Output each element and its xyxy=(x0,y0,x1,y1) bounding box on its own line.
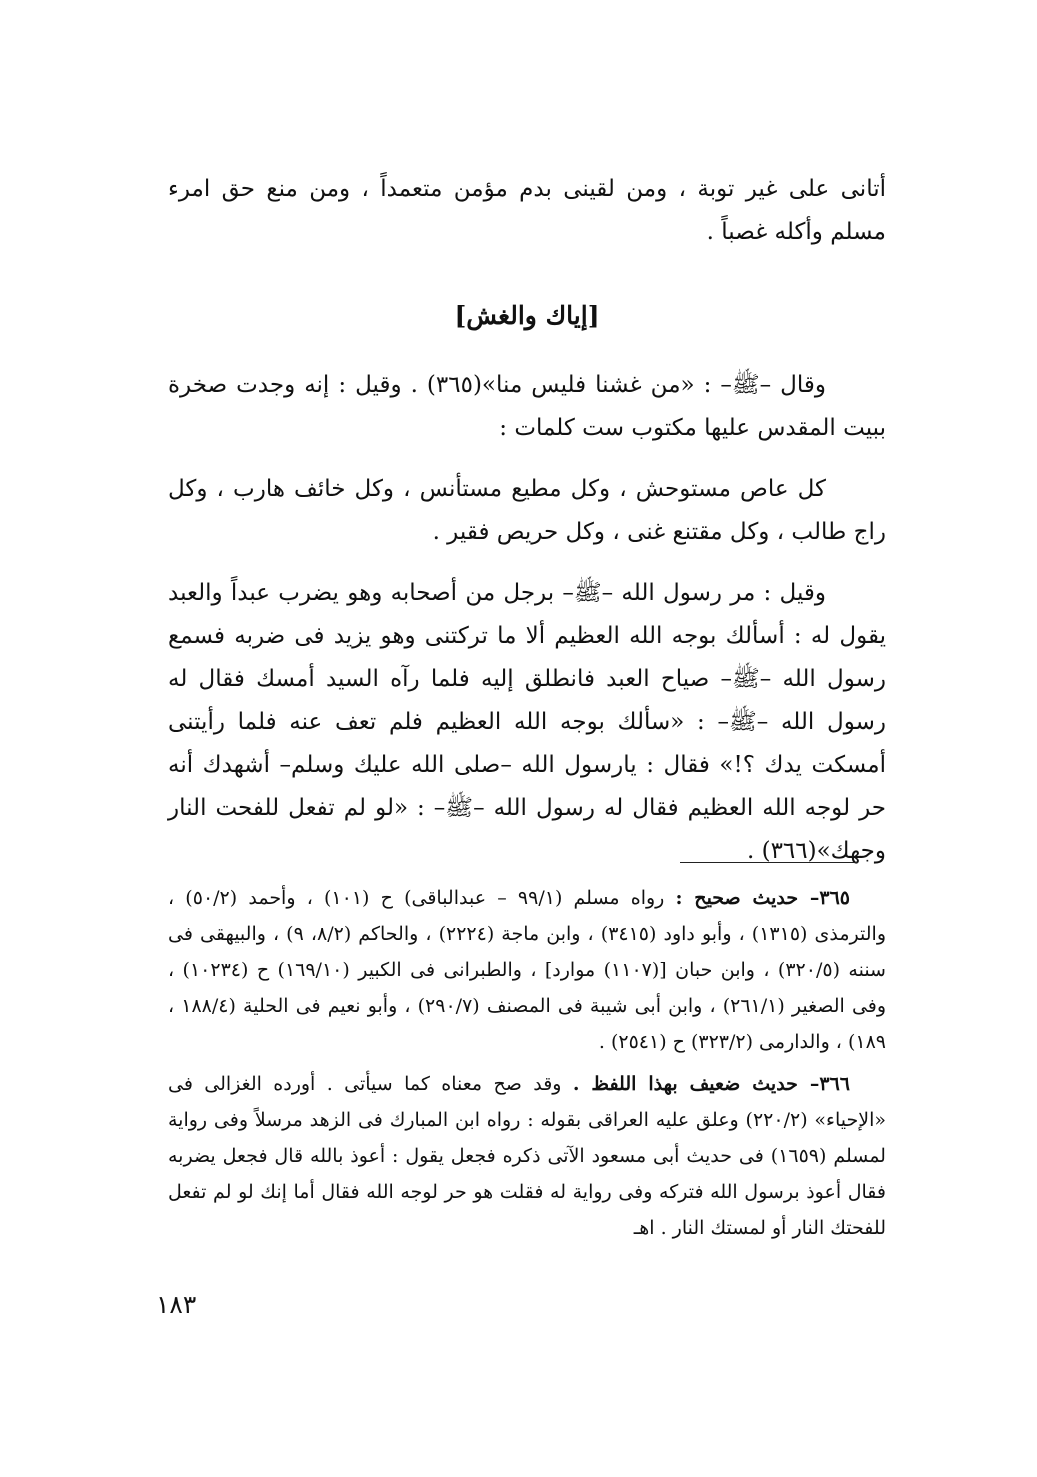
footnote-365 xyxy=(168,880,886,1060)
footnote-366-text: وقد صح معناه كما سيأتى . أورده الغزالى فى «الإحياء» (٢٢٠/٢) وعلق عليه العراقى بقوله : رواه ابن المبارك فى الزهد مرسلاً وفى رواية لمسلم (١٦٥٩) فى حديث أبى مسعود الآتى ذكره فجعل يقول : أعوذ بالله قال فجعل يضربه فقال أعوذ برسول الله فتركه وفى رواية له فقلت هو حر لوجه الله فقال أما إنك لو لم تفعل للفحتك النار أو لمستك النار . اهـ xyxy=(168,1073,886,1239)
footnote-365-text: رواه مسلم (٩٩/١ – عبدالباقى) ح (١٠١) ، وأحمد (٥٠/٢) ، والترمذى (١٣١٥) ، وأبو داود (٣٤١٥) ، وابن ماجة (٢٢٢٤) ، والحاكم (٨/٢، ٩) ، والبيهقى فى سننه (٣٢٠/٥) ، وابن حبان [(١١٠٧) موارد] ، والطبرانى فى الكبير (١٦٩/١٠) ح (١٠٢٣٤) ، وفى الصغير (٢٦١/١) ، وابن أبى شيبة فى المصنف (٢٩٠/٧) ، وأبو نعيم فى الحلية (١٨٨/٤ ، ١٨٩) ، والدارمى (٣٢٣/٢) ح (٢٥٤١) . xyxy=(168,887,887,1053)
footnote-366-lead: ٣٦٦– حديث ضعيف بهذا اللفظ . xyxy=(572,1073,850,1095)
footnote-365-lead: ٣٦٥– حديث صحيح : xyxy=(675,887,850,909)
main-text xyxy=(168,168,886,873)
section-heading: [إياك والغش] xyxy=(454,301,600,330)
page-number: ١٨٣ xyxy=(156,1290,197,1319)
paragraph-2: كل عاص مستوحش ، وكل مطيع مستأنس ، وكل خائف هارب ، وكل راج طالب ، وكل مقتنع غنى ، وكل حريص فقير . xyxy=(168,476,886,545)
intro-paragraph: أتانى على غير توبة ، ومن لقينى بدم مؤمن متعمداً ، ومن منع حق امرء مسلم وأكله غصباً . xyxy=(168,176,886,245)
footnote-separator xyxy=(680,862,858,863)
footnotes xyxy=(168,880,886,1252)
paragraph-3: وقيل : مر رسول الله –ﷺ– برجل من أصحابه وهو يضرب عبداً والعبد يقول له : أسألك بوجه الله العظيم ألا ما تركتنى وهو يزيد فى ضربه فسمع رسول الله –ﷺ– صياح العبد فانطلق إليه فلما رآه السيد أمسك فقال له رسول الله –ﷺ– : «سألك بوجه الله العظيم فلم تعف عنه فلما رأيتنى أمسكت يدك ؟!» فقال : يارسول الله –صلى الله عليك وسلم– أشهدك أنه حر لوجه الله العظيم فقال له رسول الله –ﷺ– : «لو لم تفعل للفحت النار وجهك»(٣٦٦) . xyxy=(168,580,886,864)
footnote-366 xyxy=(168,1066,886,1246)
paragraph-1: وقال –ﷺ– : «من غشنا فليس منا»(٣٦٥) . وقيل : إنه وجدت صخرة ببيت المقدس عليها مكتوب ست كلمات : xyxy=(168,372,886,441)
